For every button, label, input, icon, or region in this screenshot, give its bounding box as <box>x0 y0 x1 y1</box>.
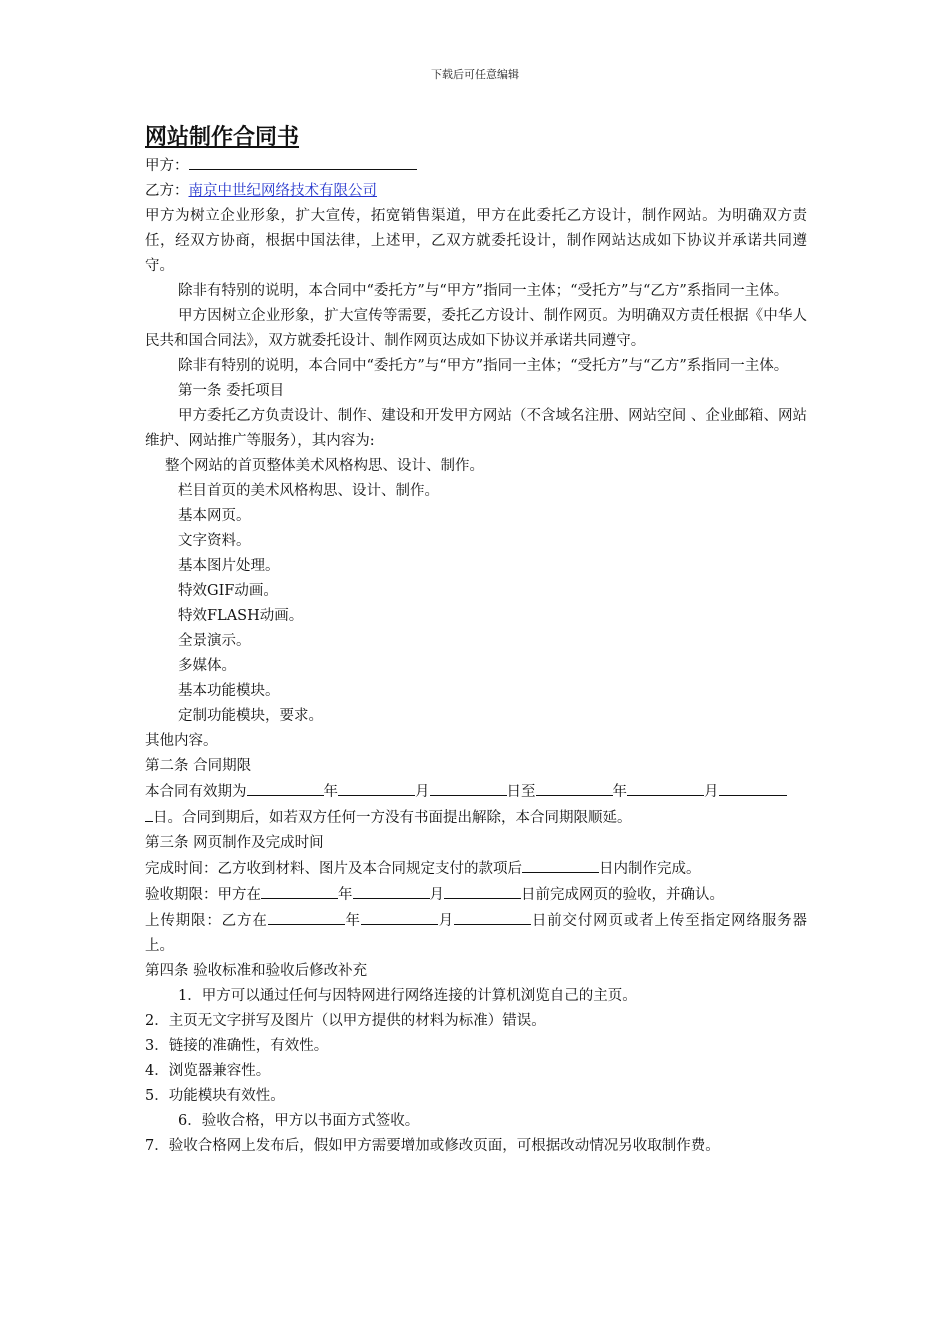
document-title: 网站制作合同书 <box>145 124 300 150</box>
end-day-blank-part1[interactable] <box>719 779 787 796</box>
article1-item: 多媒体。 <box>178 658 236 674</box>
party-b-line <box>145 179 807 204</box>
upload-prefix: 上传期限：乙方在 <box>145 913 268 929</box>
article4-item: 4．浏览器兼容性。 <box>145 1063 271 1079</box>
article1-item-last: 其他内容。 <box>145 733 218 749</box>
article1-item: 特效FLASH动画。 <box>178 608 304 624</box>
article2-period-continuation <box>145 805 807 831</box>
upload-deadline-line <box>145 908 807 959</box>
article1-heading: 第一条 委托项目 <box>178 383 285 399</box>
year-label: 年 <box>323 784 338 800</box>
article1-item: 定制功能模块，要求。 <box>178 708 323 724</box>
upload-year-blank[interactable] <box>268 908 345 925</box>
year-label: 年 <box>344 913 361 929</box>
end-month-blank[interactable] <box>627 779 704 796</box>
article4-item: 5．功能模块有效性。 <box>145 1088 285 1104</box>
article1-item: 基本图片处理。 <box>178 558 280 574</box>
article1-item: 基本功能模块。 <box>178 683 280 699</box>
end-day-blank-part2[interactable] <box>145 805 153 822</box>
article1-description: 甲方委托乙方负责设计、制作、建设和开发甲方网站（不含域名注册、网站空间 、企业邮箱、网站维护、网站推广等服务），其内容为: <box>145 408 807 449</box>
party-a-label: 甲方： <box>145 158 189 174</box>
start-month-blank[interactable] <box>338 779 415 796</box>
article4-heading: 第四条 验收标准和验收后修改补充 <box>145 963 368 979</box>
month-label: 月 <box>415 784 430 800</box>
upload-month-blank[interactable] <box>361 908 438 925</box>
article4-item: 7．验收合格网上发布后，假如甲方需要增加或修改页面，可根据改动情况另收取制作费。 <box>145 1138 720 1154</box>
article4-item: 2．主页无文字拼写及图片（以甲方提供的材料为标准）错误。 <box>145 1013 546 1029</box>
article1-item-first: 整个网站的首页整体美术风格构思、设计、制作。 <box>165 458 484 474</box>
completion-prefix: 完成时间：乙方收到材料、图片及本合同规定支付的款项后 <box>145 861 522 877</box>
acceptance-day-blank[interactable] <box>444 882 521 899</box>
acceptance-year-blank[interactable] <box>261 882 338 899</box>
article1-item: 特效GIF动画。 <box>178 583 278 599</box>
article4-item: 6．验收合格，甲方以书面方式签收。 <box>178 1113 420 1129</box>
definition-note-2: 除非有特别的说明，本合同中“委托方”与“甲方”指同一主体；“受托方”与“乙方”系指同一主体。 <box>178 358 789 374</box>
article4-item: 1．甲方可以通过任何与因特网进行网络连接的计算机浏览自己的主页。 <box>178 988 637 1004</box>
article4-item: 3．链接的准确性，有效性。 <box>145 1038 329 1054</box>
acceptance-prefix: 验收期限：甲方在 <box>145 887 261 903</box>
article2-heading: 第二条 合同期限 <box>145 758 252 774</box>
month-label: 月 <box>704 784 719 800</box>
year-label: 年 <box>612 784 627 800</box>
start-day-blank[interactable] <box>430 779 507 796</box>
acceptance-deadline-line <box>145 882 807 908</box>
party-b-company-link[interactable]: 南京中世纪网络技术有限公司 <box>188 183 377 199</box>
year-label: 年 <box>338 887 353 903</box>
intro-paragraph: 甲方为树立企业形象，扩大宣传，拓宽销售渠道，甲方在此委托乙方设计，制作网站。为明确双方责任，经双方协商，根据中国法律，上述甲，乙双方就委托设计，制作网站达成如下协议并承诺共同遵守。 <box>145 208 807 274</box>
article1-item: 文字资料。 <box>178 533 251 549</box>
completion-time-line <box>145 856 807 882</box>
completion-suffix: 日内制作完成。 <box>599 861 701 877</box>
party-a-line <box>145 153 807 179</box>
month-label: 月 <box>429 887 444 903</box>
completion-days-blank[interactable] <box>522 856 599 873</box>
upload-suffix: 日前交付网页或者上传至指定网络服务器上。 <box>145 913 808 954</box>
upload-day-blank[interactable] <box>454 908 531 925</box>
document-body <box>145 121 807 1159</box>
acceptance-month-blank[interactable] <box>353 882 430 899</box>
article1-item: 栏目首页的美术风格构思、设计、制作。 <box>178 483 439 499</box>
purpose-paragraph: 甲方因树立企业形象，扩大宣传等需要，委托乙方设计、制作网页。为明确双方责任根据《中华人民共和国合同法》，双方就委托设计、制作网页达成如下协议并承诺共同遵守。 <box>145 308 807 349</box>
party-b-label: 乙方： <box>145 183 189 199</box>
article1-item: 基本网页。 <box>178 508 251 524</box>
end-year-blank[interactable] <box>536 779 613 796</box>
article1-item: 全景演示。 <box>178 633 251 649</box>
party-a-blank[interactable] <box>189 153 417 170</box>
article3-heading: 第三条 网页制作及完成时间 <box>145 835 324 851</box>
period-prefix: 本合同有效期为 <box>145 784 247 800</box>
day-to-label: 日至 <box>506 784 536 800</box>
period-rest: 日。合同到期后，如若双方任何一方没有书面提出解除，本合同期限顺延。 <box>153 810 632 826</box>
month-label: 月 <box>437 913 455 929</box>
acceptance-suffix: 日前完成网页的验收，并确认。 <box>521 887 724 903</box>
start-year-blank[interactable] <box>247 779 324 796</box>
definition-note-1: 除非有特别的说明，本合同中“委托方”与“甲方”指同一主体；“受托方”与“乙方”系指同一主体。 <box>178 283 789 299</box>
page-header-note: 下载后可任意编辑 <box>431 68 519 81</box>
article2-period-line <box>145 779 807 805</box>
